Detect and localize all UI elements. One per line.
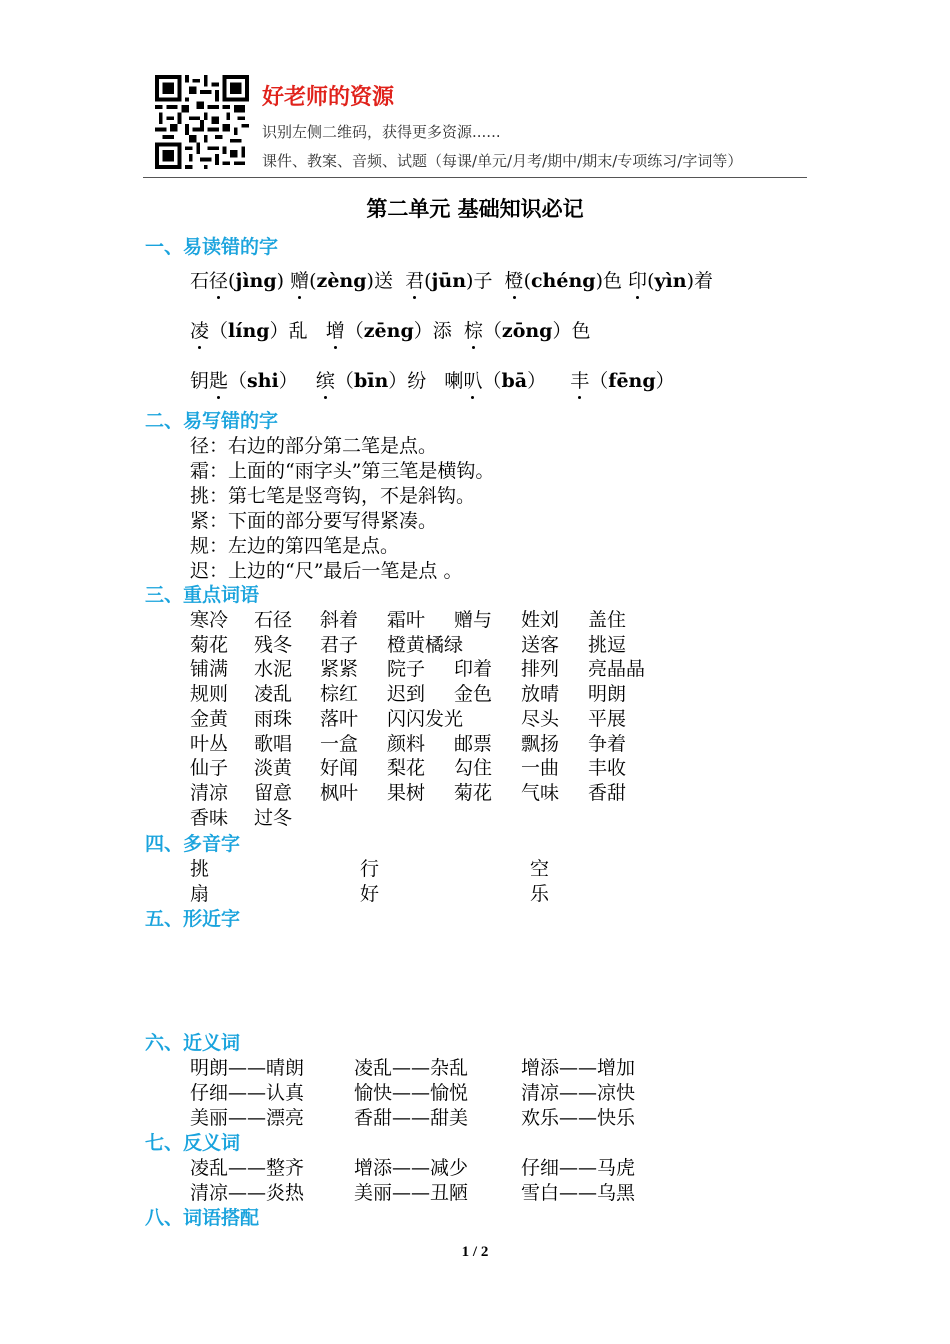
key-word: 橙黄橘绿	[387, 634, 464, 656]
char-text: 喇	[444, 370, 464, 392]
polyphonic-char: 乐	[530, 883, 550, 905]
key-word: 姓刘	[521, 609, 560, 631]
char-text: 色	[571, 320, 591, 342]
header-divider	[143, 177, 807, 178]
synonym-pair: 欢乐——快乐	[521, 1107, 636, 1129]
key-word: 枫叶	[320, 782, 359, 804]
char-text: 乱	[288, 320, 308, 342]
synonym-pair: 仔细——认真	[190, 1082, 305, 1104]
key-word: 排列	[521, 658, 560, 680]
key-word: 凌乱	[254, 683, 293, 705]
key-word: 铺满	[190, 658, 229, 680]
key-word: 叶丛	[190, 733, 229, 755]
key-word: 菊花	[454, 782, 493, 804]
key-word: 金色	[454, 683, 493, 705]
key-word: 过冬	[254, 807, 293, 829]
section-heading-1: 一、易读错的字	[145, 236, 279, 258]
header-subtitle: 识别左侧二维码，获得更多资源......	[262, 123, 501, 141]
pinyin: bā	[501, 370, 528, 392]
header-resource-list: 课件、教案、音频、试题（每课/单元/月考/期中/期末/专项练习/字词等）	[262, 152, 743, 170]
section-heading-6: 六、近义词	[145, 1032, 241, 1054]
key-word: 丰收	[588, 757, 627, 779]
key-word: 紧紧	[320, 658, 359, 680]
synonym-pair: 凌乱——杂乱	[354, 1057, 469, 1079]
highlighted-char: 匙	[209, 370, 229, 392]
key-word: 留意	[254, 782, 293, 804]
antonym-pair: 增添——减少	[354, 1157, 469, 1179]
writewrong-item: 紧：下面的部分要写得紧凑。	[190, 510, 438, 532]
key-word: 颜料	[387, 733, 426, 755]
char-text: 送	[373, 270, 393, 292]
section-heading-5: 五、形近字	[145, 908, 241, 930]
key-word: 赠与	[454, 609, 493, 631]
section-heading-3: 三、重点词语	[145, 584, 260, 606]
key-word: 梨花	[387, 757, 426, 779]
antonym-pair: 凌乱——整齐	[190, 1157, 305, 1179]
highlighted-char: 丰	[570, 370, 590, 392]
highlighted-char: 径	[209, 270, 229, 292]
polyphonic-char: 空	[530, 858, 550, 880]
key-word: 明朗	[588, 683, 627, 705]
key-word: 清凉	[190, 782, 229, 804]
key-word: 争着	[588, 733, 627, 755]
char-text: 纷	[407, 370, 427, 392]
key-word: 邮票	[454, 733, 493, 755]
char-text: 钥	[190, 370, 210, 392]
highlighted-char: 棕	[463, 320, 483, 342]
synonym-pair: 愉快——愉悦	[354, 1082, 469, 1104]
key-word: 好闻	[320, 757, 359, 779]
key-word: 金黄	[190, 708, 229, 730]
page-number: 1 / 2	[461, 1244, 489, 1260]
highlighted-char: 橙	[504, 270, 524, 292]
char-text: 着	[693, 270, 713, 292]
polyphonic-char: 扇	[190, 883, 210, 905]
section-heading-8: 八、词语搭配	[145, 1207, 260, 1229]
char-text: 子	[473, 270, 493, 292]
pinyin: bīn	[353, 370, 389, 392]
highlighted-char: 赠	[290, 270, 310, 292]
antonym-pair: 清凉——炎热	[190, 1182, 305, 1204]
readwrong-line-1: 石径(jìng) 赠(zèng)送 君(jūn)子 橙(chéng)色 印(yìn)着	[190, 270, 713, 292]
key-word: 菊花	[190, 634, 229, 656]
brand-title: 好老师的资源	[262, 85, 395, 110]
key-word: 迟到	[387, 683, 426, 705]
writewrong-item: 挑：第七笔是竖弯钩，不是斜钩。	[190, 485, 476, 507]
pinyin: jìng	[235, 270, 277, 292]
writewrong-item: 迟：上边的“尺”最后一笔是点 。	[190, 560, 463, 582]
key-word: 淡黄	[254, 757, 293, 779]
char-text: 石	[190, 270, 210, 292]
highlighted-char: 印	[628, 270, 648, 292]
qr-code-image	[155, 75, 249, 169]
char-text: 添	[432, 320, 452, 342]
antonym-pair: 雪白——乌黑	[521, 1182, 636, 1204]
antonym-pair: 仔细——马虎	[521, 1157, 636, 1179]
section-heading-4: 四、多音字	[145, 833, 241, 855]
polyphonic-char: 挑	[190, 858, 210, 880]
key-word: 歌唱	[254, 733, 293, 755]
key-word: 挑逗	[588, 634, 627, 656]
key-word: 勾住	[454, 757, 493, 779]
pinyin: zēng	[363, 320, 414, 342]
synonym-pair: 增添——增加	[521, 1057, 636, 1079]
synonym-pair: 明朗——晴朗	[190, 1057, 305, 1079]
pinyin: fēng	[608, 370, 656, 392]
key-word: 残冬	[254, 634, 293, 656]
writewrong-item: 径：右边的部分第二笔是点。	[190, 435, 438, 457]
key-word: 飘扬	[521, 733, 560, 755]
pinyin: yìn	[654, 270, 687, 292]
key-word: 斜着	[320, 609, 359, 631]
polyphonic-char: 行	[360, 858, 380, 880]
writewrong-item: 霜：上面的“雨字头”第三笔是横钩。	[190, 460, 495, 482]
key-word: 放晴	[521, 683, 560, 705]
highlighted-char: 增	[325, 320, 345, 342]
document-title: 第二单元 基础知识必记	[366, 197, 584, 221]
key-word: 一曲	[521, 757, 560, 779]
pinyin: chéng	[530, 270, 596, 292]
key-word: 印着	[454, 658, 493, 680]
highlighted-char: 君	[405, 270, 425, 292]
key-word: 亮晶晶	[588, 658, 646, 680]
key-word: 院子	[387, 658, 426, 680]
key-word: 君子	[320, 634, 359, 656]
pinyin: líng	[228, 320, 270, 342]
key-word: 香甜	[588, 782, 627, 804]
pinyin: zōng	[501, 320, 553, 342]
readwrong-line-3: 钥匙（shi） 缤（bīn）纷 喇叭（bā） 丰（fēng）	[190, 370, 675, 392]
pinyin: shi	[247, 370, 279, 392]
key-word: 落叶	[320, 708, 359, 730]
key-word: 仙子	[190, 757, 229, 779]
synonym-pair: 美丽——漂亮	[190, 1107, 305, 1129]
key-word: 水泥	[254, 658, 293, 680]
key-word: 石径	[254, 609, 293, 631]
key-word: 气味	[521, 782, 560, 804]
highlighted-char: 凌	[190, 320, 210, 342]
key-word: 寒冷	[190, 609, 229, 631]
highlighted-char: 叭	[463, 370, 483, 392]
section-heading-2: 二、易写错的字	[145, 410, 279, 432]
polyphonic-char: 好	[360, 883, 380, 905]
pinyin: jūn	[431, 270, 467, 292]
section-heading-7: 七、反义词	[145, 1132, 241, 1154]
key-word: 果树	[387, 782, 426, 804]
key-word: 平展	[588, 708, 627, 730]
key-word: 霜叶	[387, 609, 426, 631]
key-word: 香味	[190, 807, 229, 829]
key-word: 闪闪发光	[387, 708, 464, 730]
pinyin: zèng	[316, 270, 367, 292]
key-word: 尽头	[521, 708, 560, 730]
writewrong-item: 规：左边的第四笔是点。	[190, 535, 400, 557]
synonym-pair: 清凉——凉快	[521, 1082, 636, 1104]
key-word: 规则	[190, 683, 229, 705]
key-word: 一盒	[320, 733, 359, 755]
key-word: 盖住	[588, 609, 627, 631]
highlighted-char: 缤	[315, 370, 335, 392]
key-word: 雨珠	[254, 708, 293, 730]
char-text: 色	[602, 270, 622, 292]
synonym-pair: 香甜——甜美	[354, 1107, 469, 1129]
key-word: 送客	[521, 634, 560, 656]
antonym-pair: 美丽——丑陋	[354, 1182, 469, 1204]
readwrong-line-2: 凌（líng）乱 增（zēng）添 棕（zōng）色	[190, 320, 591, 342]
key-word: 棕红	[320, 683, 359, 705]
